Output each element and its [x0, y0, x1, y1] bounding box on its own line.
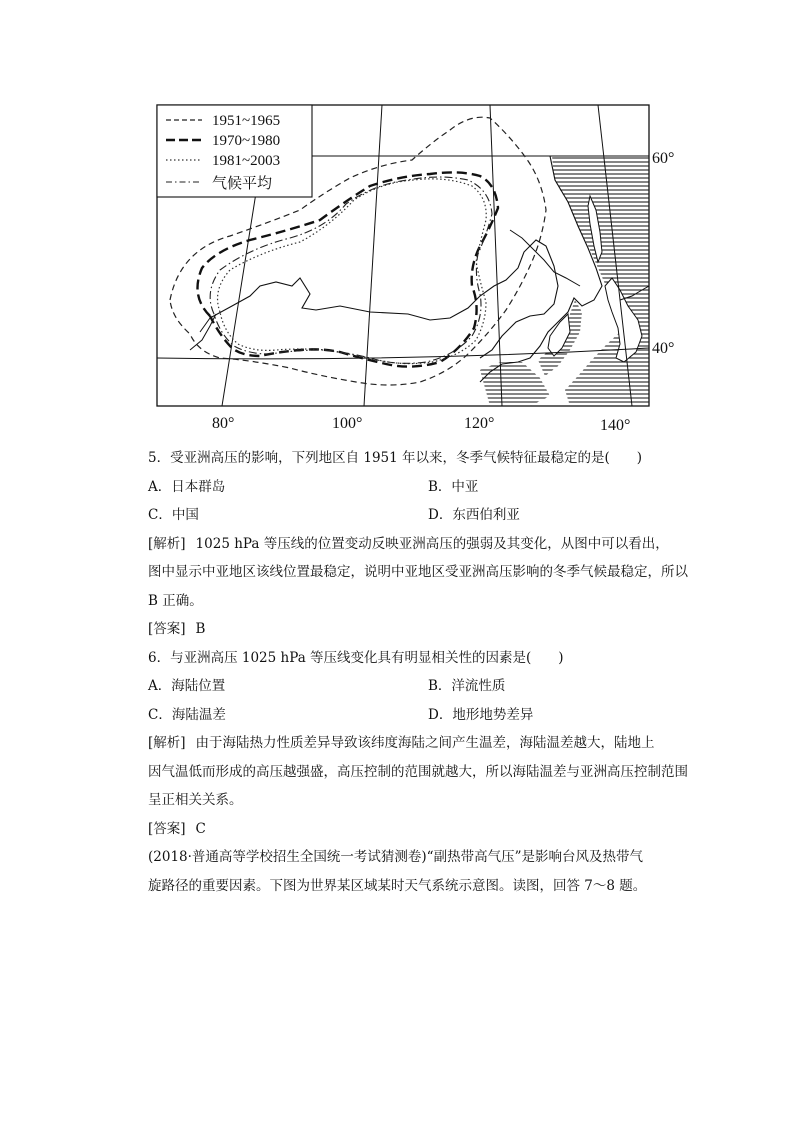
q5-stem: 5．受亚洲高压的影响，下列地区自 1951 年以来，冬季气候特征最稳定的是( ) — [148, 450, 643, 466]
q5-analysis-tag: [解析] — [148, 535, 186, 552]
lon-label-140: 140° — [600, 417, 631, 434]
q6-answer-line — [148, 815, 678, 844]
q6-answer: C — [195, 820, 206, 837]
lat-label-40: 40° — [652, 340, 675, 357]
map-svg — [150, 100, 680, 440]
legend-label-3: 1981~2003 — [212, 153, 281, 169]
q6-answer-tag: [答案] — [148, 820, 186, 837]
intro-line-1: (2018·普通高等学校招生全国统一考试猜测卷)“副热带高气压”是影响台风及热带气 — [148, 849, 643, 865]
q6-option-d: D．地形地势差异 — [428, 706, 534, 723]
q5-option-b: B．中亚 — [428, 478, 479, 495]
lon-label-120: 120° — [464, 415, 495, 432]
legend-label-1: 1951~1965 — [212, 113, 281, 129]
q6-option-b: B．洋流性质 — [428, 678, 506, 694]
q5-option-c: C．中国 — [148, 507, 199, 523]
q6-option-a: A．海陆位置 — [148, 678, 226, 694]
q6-analysis-tag: [解析] — [148, 735, 186, 751]
q5-options-row-1 — [148, 473, 678, 502]
q5-analysis-line-3: B 正确。 — [148, 592, 203, 609]
q5-answer: B — [195, 621, 206, 637]
q6-stem: 6．与亚洲高压 1025 hPa 等压线变化具有明显相关性的因素是( ) — [148, 649, 564, 666]
question-text — [148, 444, 688, 900]
lon-label-100: 100° — [332, 415, 363, 432]
q6-analysis-line-3: 呈正相关关系。 — [148, 792, 243, 808]
q5-option-a: A．日本群岛 — [148, 478, 226, 495]
q5-option-d: D．东西伯利亚 — [428, 507, 520, 523]
lat-label-60: 60° — [652, 150, 675, 167]
q5-analysis-text-1: 1025 hPa 等压线的位置变动反映亚洲高压的强弱及其变化，从图中可以看出， — [195, 535, 669, 552]
q5-answer-tag: [答案] — [148, 621, 186, 637]
q6-options-row-1 — [148, 672, 678, 701]
lon-label-80: 80° — [212, 415, 235, 432]
q6-options-row-2 — [148, 701, 678, 730]
q5-analysis-line-1 — [148, 530, 678, 559]
legend-label-2: 1970~1980 — [212, 133, 281, 149]
q6-option-c: C．海陆温差 — [148, 706, 226, 723]
q6-analysis-line-1 — [148, 729, 678, 758]
q5-analysis-line-2: 图中显示中亚地区该线位置最稳定，说明中亚地区受亚洲高压影响的冬季气候最稳定，所以 — [148, 564, 688, 580]
pressure-map — [150, 100, 680, 440]
intro-line-2: 旋路径的重要因素。下图为世界某区域某时天气系统示意图。读图，回答 7～8 题。 — [148, 877, 647, 894]
q5-options-row-2 — [148, 501, 678, 530]
q6-analysis-text-1: 由于海陆热力性质差异导致该纬度海陆之间产生温差，海陆温差越大，陆地上 — [195, 735, 655, 751]
legend-label-4: 气候平均 — [212, 176, 273, 192]
q5-answer-line — [148, 615, 678, 644]
q6-analysis-line-2: 因气温低而形成的高压越强盛，高压控制的范围就越大，所以海陆温差与亚洲高压控制范围 — [148, 763, 688, 780]
